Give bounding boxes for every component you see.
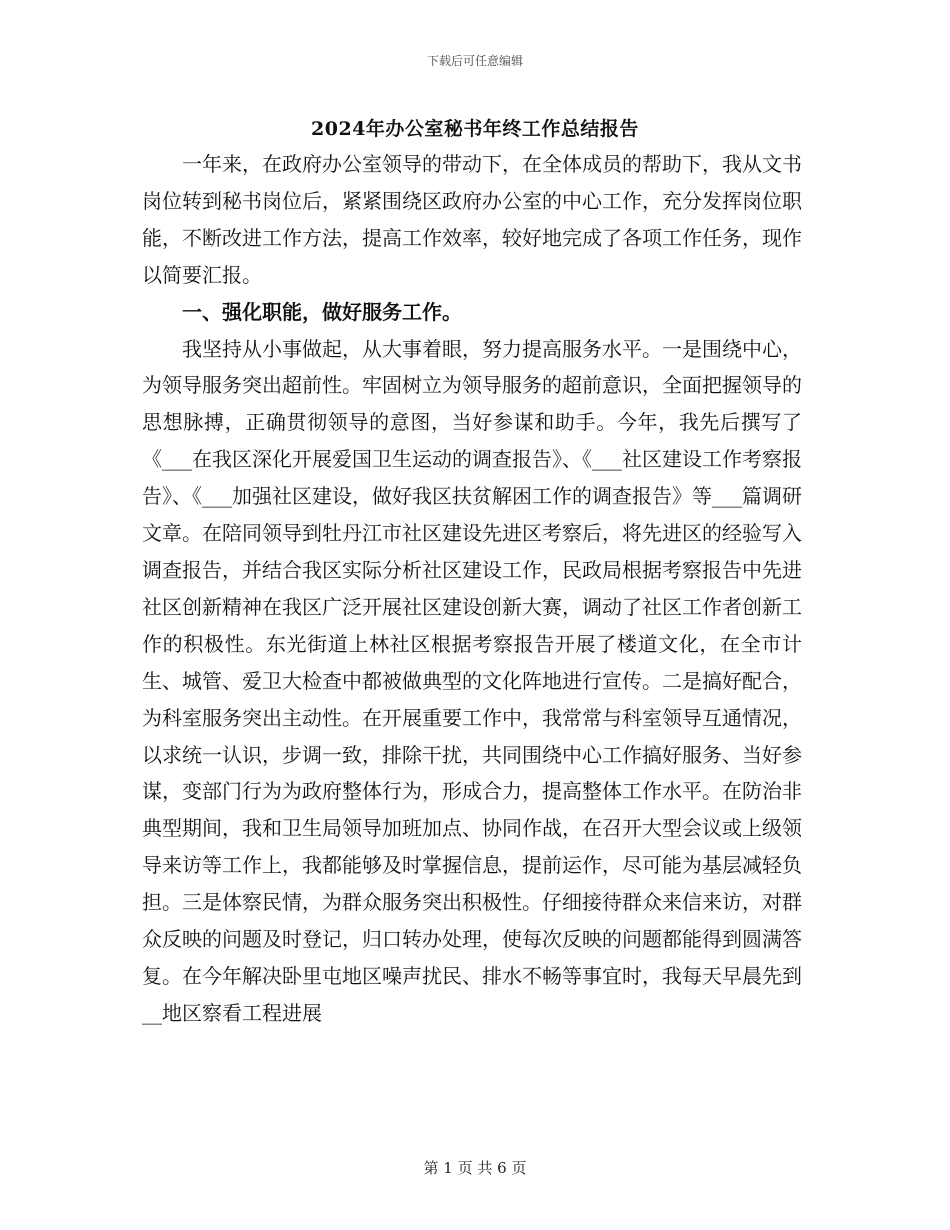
paragraph-intro: 一年来，在政府办公室领导的带动下，在全体成员的帮助下，我从文书岗位转到秘书岗位后，紧紧围绕区政府办公室的中心工作，充分发挥岗位职能，不断改进工作方法，提高工作效率，较好地完成了各项工作任务，现作以简要汇报。 (142, 152, 802, 287)
page-number: 第 1 页 共 6 页 (423, 1159, 527, 1177)
header-note: 下载后可任意编辑 (426, 54, 523, 68)
section-heading: 一、强化职能，做好服务工作。 (182, 299, 462, 324)
document-title: 2024年办公室秘书年终工作总结报告 (311, 118, 639, 140)
document-body (142, 146, 802, 1032)
paragraph-body: 我坚持从小事做起，从大事着眼，努力提高服务水平。一是围绕中心，为领导服务突出超前性。牢固树立为领导服务的超前意识，全面把握领导的思想脉搏，正确贯彻领导的意图，当好参谋和助手。今年，我先后撰写了《___在我区深化开展爱国卫生运动的调查报告》、《___社区建设工作考察报告》、《___加强社区建设，做好我区扶贫解困工作的调查报告》等___篇调研文章。在陪同领导到牡丹江市社区建设先进区考察后，将先进区的经验写入调查报告，并结合我区实际分析社区建设工作，民政局根据考察报告中先进社区创新精神在我区广泛开展社区建设创新大赛，调动了社区工作者创新工作的积极性。东光街道上林社区根据考察报告开展了楼道文化，在全市计生、城管、爱卫大检查中都被做典型的文化阵地进行宣传。二是搞好配合，为科室服务突出主动性。在开展重要工作中，我常常与科室领导互通情况，以求统一认识，步调一致，排除干扰，共同围绕中心工作搞好服务、当好参谋，变部门行为为政府整体行为，形成合力，提高整体工作水平。在防治非典型期间，我和卫生局领导加班加点、协同作战，在召开大型会议或上级领导来访等工作上，我都能够及时掌握信息，提前运作，尽可能为基层减轻负担。三是体察民情，为群众服务突出积极性。仔细接待群众来信来访，对群众反映的问题及时登记，归口转办处理，使每次反映的问题都能得到圆满答复。在今年解决卧里屯地区噪声扰民、排水不畅等事宜时，我每天早晨先到__地区察看工程进展 (142, 336, 802, 1025)
